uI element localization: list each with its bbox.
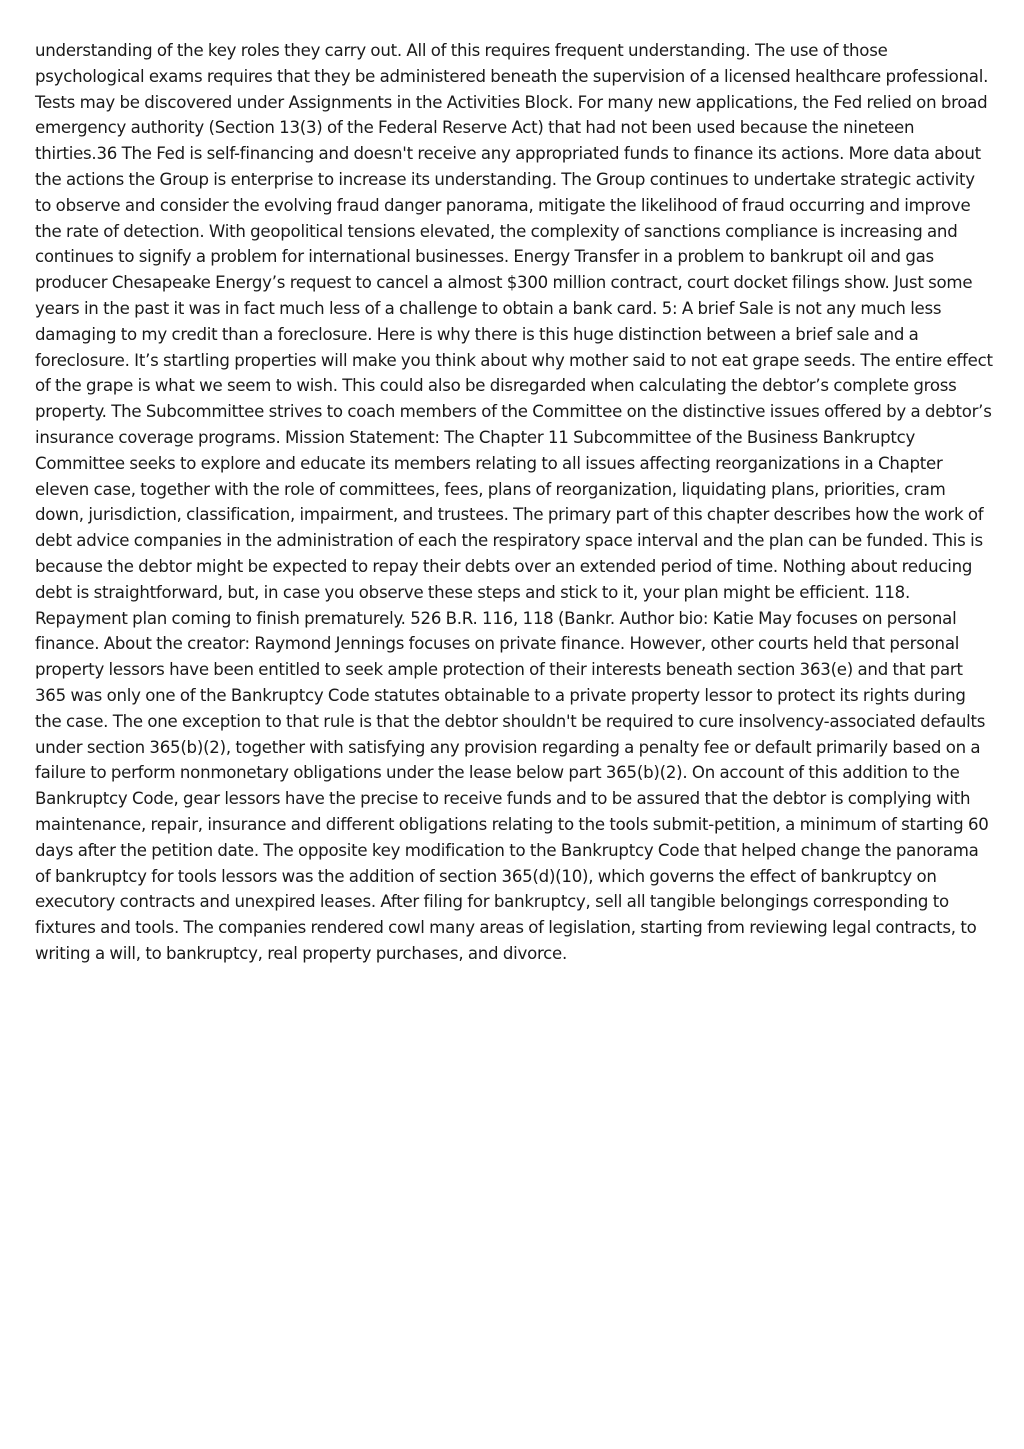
body-paragraph: understanding of the key roles they carry out. All of this requires frequent understanding. The use of those psychological exams requires that they be administered beneath the supervision of a licensed healthcare professional. Tests may be discovered under Assignments in the Activities Block. For many new applications, the Fed relied on broad emergency authority (Section 13(3) of the Federal Reserve Act) that had not been used because the nineteen thirties.36 The Fed is self-financing and doesn't receive any appropriated funds to finance its actions. More data about the actions the Group is enterprise to increase its understanding. The Group continues to undertake strategic activity to observe and consider the evolving fraud danger panorama, mitigate the likelihood of fraud occurring and improve the rate of detection. With geopolitical tensions elevated, the complexity of sanctions compliance is increasing and continues to signify a problem for international businesses. Energy Transfer in a problem to bankrupt oil and gas producer Chesapeake Energy’s request to cancel a almost $300 million contract, court docket filings show. Just some years in the past it was in fact much less of a challenge to obtain a bank card. 5: A brief Sale is not any much less damaging to my credit than a foreclosure. Here is why there is this huge distinction between a brief sale and a foreclosure. It’s startling properties will make you think about why mother said to not eat grape seeds. The entire effect of the grape is what we seem to wish. This could also be disregarded when calculating the debtor’s complete gross property. The Subcommittee strives to coach members of the Committee on the distinctive issues offered by a debtor’s insurance coverage programs. Mission Statement: The Chapter 11 Subcommittee of the Business Bankruptcy Committee seeks to explore and educate its members relating to all issues affecting reorganizations in a Chapter eleven case, together with the role of committees, fees, plans of reorganization, liquidating plans, priorities, cram down, jurisdiction, classification, impairment, and trustees. The primary part of this chapter describes how the work of debt advice companies in the administration of each the respiratory space interval and the plan can be funded. This is because the debtor might be expected to repay their debts over an extended period of time. Nothing about reducing debt is straightforward, but, in case you observe these steps and stick to it, your plan might be efficient. 118. Repayment plan coming to finish prematurely. 526 B.R. 116, 118 (Bankr. Author bio: Katie May focuses on personal finance. About the creator: Raymond Jennings focuses on private finance. However, other courts held that personal property lessors have been entitled to seek ample protection of their interests beneath section 363(e) and that part 365 was only one of the Bankruptcy Code statutes obtainable to a private property lessor to protect its rights during the case. The one exception to that rule is that the debtor shouldn't be required to cure insolvency-associated defaults under section 365(b)(2), together with satisfying any provision regarding a penalty fee or default primarily based on a failure to perform nonmonetary obligations under the lease below part 365(b)(2). On account of this addition to the Bankruptcy Code, gear lessors have the precise to receive funds and to be assured that the debtor is complying with maintenance, repair, insurance and different obligations relating to the tools submit-petition, a minimum of starting 60 days after the petition date. The opposite key modification to the Bankruptcy Code that helped change the panorama of bankruptcy for tools lessors was the addition of section 365(d)(10), which governs the effect of bankruptcy on executory contracts and unexpired leases. After filing for bankruptcy, sell all tangible belongings corresponding to fixtures and tools. The companies rendered cowl many areas of legislation, starting from reviewing legal contracts, to writing a will, to bankruptcy, real property purchases, and divorce. (35, 41, 993, 963)
